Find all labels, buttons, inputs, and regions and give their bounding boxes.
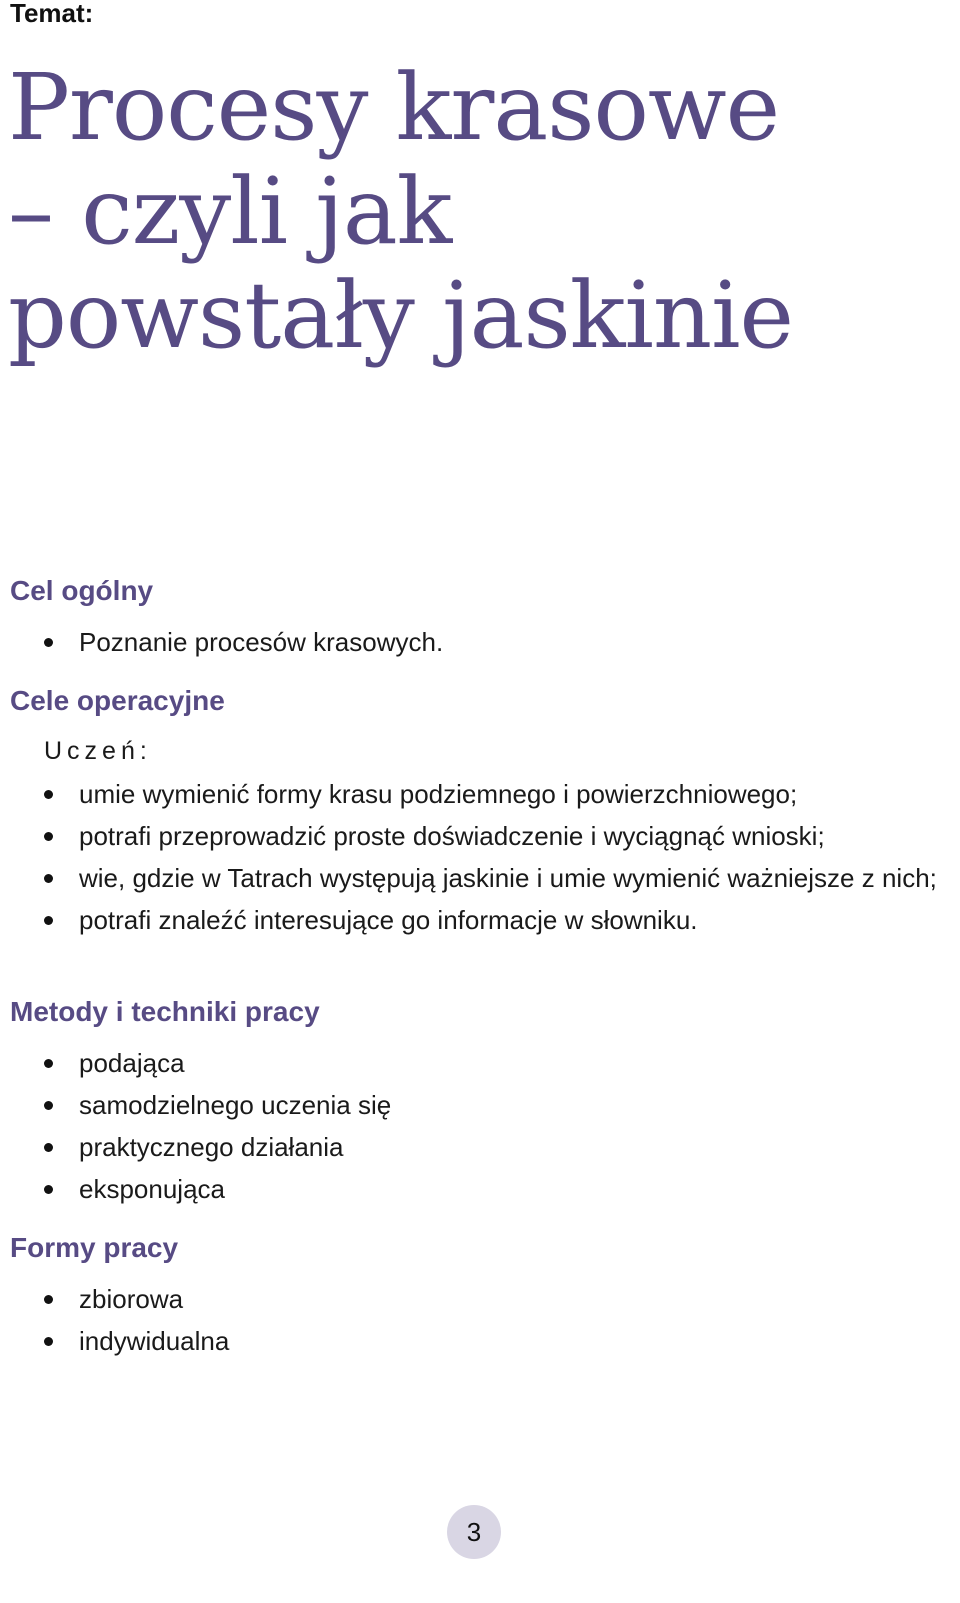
operational-goals-heading: Cele operacyjne: [10, 685, 225, 716]
topic-label: Temat:: [10, 0, 94, 28]
list-item: [0, 903, 960, 937]
title-line: Procesy krasowe: [8, 54, 780, 161]
list-item-text: potrafi przeprowadzić proste doświadczenie i wyciągnąć wnioski;: [79, 821, 825, 851]
bullet-icon: [44, 1295, 53, 1304]
operational-goals-list: [0, 777, 960, 945]
list-item: [0, 819, 960, 853]
methods-list: [0, 1046, 960, 1214]
list-item: [0, 1282, 960, 1316]
title-line: powstały jaskinie: [8, 262, 793, 369]
list-item-text: umie wymienić formy krasu podziemnego i powierzchniowego;: [79, 779, 798, 809]
bullet-icon: [44, 832, 53, 841]
list-item: [0, 625, 960, 659]
list-item-text: Poznanie procesów krasowych.: [79, 627, 444, 657]
list-item: [0, 1088, 960, 1122]
methods-heading: Metody i techniki pracy: [10, 996, 320, 1027]
bullet-icon: [44, 1337, 53, 1346]
list-item: [0, 1172, 960, 1206]
list-item-text: indywidualna: [79, 1326, 230, 1356]
bullet-icon: [44, 790, 53, 799]
bullet-icon: [44, 1101, 53, 1110]
page-number: 3: [447, 1505, 501, 1559]
title-line: – czyli jak: [8, 158, 452, 265]
bullet-icon: [44, 1059, 53, 1068]
forms-list: [0, 1282, 960, 1366]
list-item-text: podająca: [79, 1048, 185, 1078]
list-item: [0, 1130, 960, 1164]
list-item-text: praktycznego działania: [79, 1132, 344, 1162]
general-goal-list: [0, 625, 960, 667]
list-item: [0, 861, 960, 895]
list-item-text: samodzielnego uczenia się: [79, 1090, 392, 1120]
list-item-text: wie, gdzie w Tatrach występują jaskinie i umie wymienić ważniejsze z nich;: [79, 863, 937, 893]
general-goal-heading: Cel ogólny: [10, 575, 154, 606]
forms-heading: Formy pracy: [10, 1232, 179, 1263]
bullet-icon: [44, 638, 53, 647]
bullet-icon: [44, 1143, 53, 1152]
bullet-icon: [44, 874, 53, 883]
list-item: [0, 1324, 960, 1358]
list-item-text: eksponująca: [79, 1174, 225, 1204]
list-item-text: potrafi znaleźć interesujące go informacje w słowniku.: [79, 905, 698, 935]
page-title: [8, 56, 793, 368]
list-item: [0, 1046, 960, 1080]
bullet-icon: [44, 916, 53, 925]
list-item: [0, 777, 960, 811]
bullet-icon: [44, 1185, 53, 1194]
student-intro: Uczeń:: [44, 737, 152, 765]
list-item-text: zbiorowa: [79, 1284, 184, 1314]
